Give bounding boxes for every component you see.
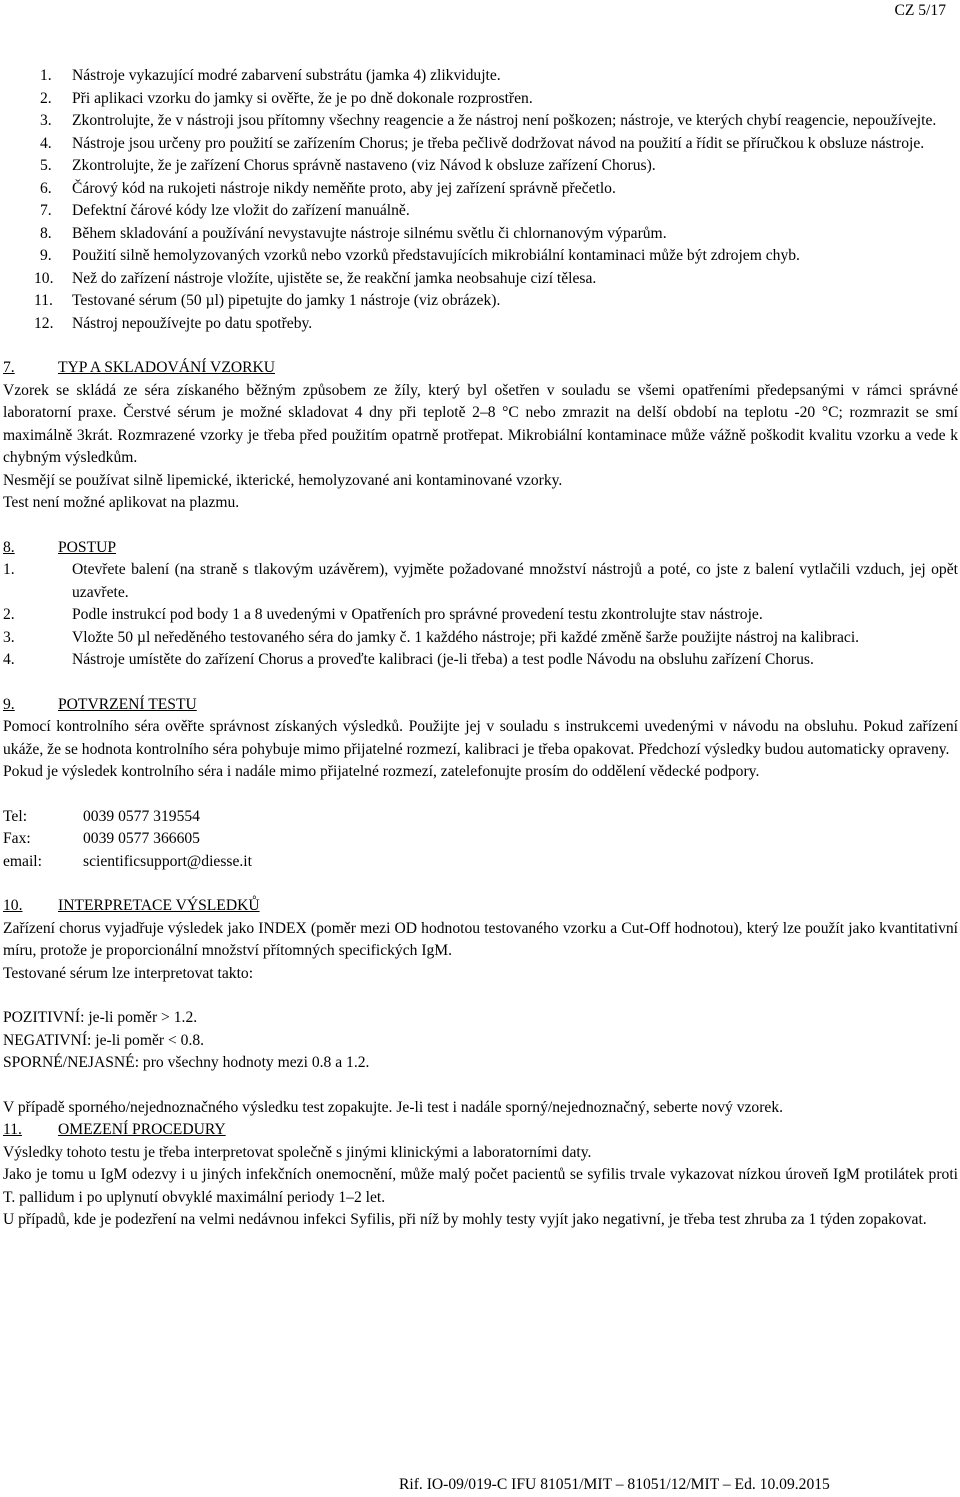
paragraph: Nesmějí se používat silně lipemické, ikterické, hemolyzované ani kontaminované vzorky.: [3, 471, 563, 489]
item-text: Než do zařízení nástroje vložíte, ujistěte se, že reakční jamka neobsahuje cizí tělesa.: [72, 269, 597, 287]
paragraph: Jako je tomu u IgM odezvy i u jiných infekčních onemocnění, může malý počet pacientů se syfilis trvale vykazovat nízkou úroveň IgM protilátek proti T. pallidum i po uplynutí obvyklé maximální periody 1–2 let.: [3, 1166, 958, 1206]
item-number: 1.: [3, 561, 15, 578]
section-procedure: [3, 537, 958, 672]
item-number: 1.: [40, 67, 52, 84]
item-number: 9.: [40, 247, 52, 264]
email-value: scientificsupport@diesse.it: [83, 852, 252, 870]
list-item: [3, 88, 958, 111]
item-text: Čárový kód na rukojeti nástroje nikdy neměňte proto, aby jej zařízení správně přečetlo.: [72, 179, 616, 197]
paragraph: Pokud je výsledek kontrolního séra i nadále mimo přijatelné rozmezí, zatelefonujte prosím do oddělení vědecké podpory.: [3, 763, 760, 780]
section-number: 8.: [3, 538, 15, 556]
item-number: 3.: [40, 112, 52, 129]
procedure-steps: [3, 559, 958, 672]
paragraph: Test není možné aplikovat na plazmu.: [3, 494, 240, 511]
precautions-list: [3, 65, 958, 335]
list-item: [3, 245, 958, 268]
item-number: 12.: [34, 314, 54, 332]
list-item: [3, 65, 958, 88]
paragraph: Vzorek se skládá ze séra získaného běžným způsobem ze žíly, který byl ošetřen v souladu se všemi opatřeními předepsanými v rámci správné laboratorní praxe. Čerstvé sérum je možné skladovat 4 dny při teplotě 2–8 °C nebo zmrazit na delší období na teplotu -20 °C; rozmrazit se smí maximálně 3krát. Rozmrazené vzorky je třeba před použitím opatrně protřepat. Mikrobiální kontaminace může vážně poškodit kvalitu vzorku a vede k chybným výsledkům.: [3, 381, 958, 466]
paragraph: V případě sporného/nejednoznačného výsledku test zopakujte. Je-li test i nadále sporný/nejednoznačný, seberte nový vzorek.: [3, 1098, 784, 1116]
paragraph: Testované sérum lze interpretovat takto:: [3, 964, 254, 982]
item-number: 11.: [34, 292, 53, 309]
item-text: Testované sérum (50 µl) pipetujte do jamky 1 nástroje (viz obrázek).: [72, 292, 501, 309]
list-item: [3, 313, 958, 336]
item-text: Použití silně hemolyzovaných vzorků nebo vzorků představujících mikrobiální kontaminaci může být zdrojem chyb.: [72, 247, 800, 264]
footer-reference: Rif. IO-09/019-C IFU 81051/MIT – 81051/12/MIT – Ed. 10.09.2015: [399, 1476, 830, 1493]
tel-label: Tel:: [3, 807, 28, 825]
item-text: Zkontrolujte, že v nástroji jsou přítomny všechny reagencie a že nástroj není poškozen; nástroje, ve kterých chybí reagencie, nepoužívejte.: [72, 112, 937, 129]
paragraph: Zařízení chorus vyjadřuje výsledek jako INDEX (poměr mezi OD hodnotou testovaného vzorku a Cut-Off hodnotou), který lze použít jako kvantitativní míru, protože je proporcionální množství přítomných specifických IgM.: [3, 919, 958, 959]
section-heading: [3, 1119, 958, 1142]
item-number: 10.: [34, 269, 54, 287]
section-title: TYP A SKLADOVÁNÍ VZORKU: [58, 359, 276, 376]
page-number: CZ 5/17: [894, 2, 946, 19]
result-positive: POZITIVNÍ: je-li poměr > 1.2.: [3, 1009, 198, 1026]
item-text: Podle instrukcí pod body 1 a 8 uvedenými v Opatřeních pro správné provedení testu zkontrolujte stav nástroje.: [72, 606, 763, 623]
item-text: Vložte 50 µl neředěného testovaného séra do jamky č. 1 každého nástroje; při každé změně šarže použijte nástroj na kalibraci.: [72, 628, 860, 646]
item-text: Defektní čárové kódy lze vložit do zařízení manuálně.: [72, 202, 410, 219]
fax-label: Fax:: [3, 830, 31, 847]
paragraph: U případů, kde je podezření na velmi nedávnou infekci Syfilis, při níž by mohly testy vyjít jako negativní, je třeba test zhruba za 1 týden zopakovat.: [3, 1211, 927, 1228]
item-number: 8.: [40, 224, 52, 242]
section-interpretation: [3, 895, 958, 1119]
section-title: POTVRZENÍ TESTU: [58, 695, 197, 713]
document-body: [3, 65, 958, 1232]
paragraph: Výsledky tohoto testu je třeba interpretovat společně s jinými klinickými a laboratorními daty.: [3, 1143, 592, 1161]
contact-block: [3, 806, 958, 874]
section-title: POSTUP: [58, 538, 117, 556]
item-text: Otevřete balení (na straně s tlakovým uzávěrem), vyjměte požadované množství nástrojů a poté, co jste z balení vytlačili vzduch, jej opět uzavřete.: [72, 561, 958, 601]
list-item: [3, 649, 958, 672]
item-number: 5.: [40, 157, 52, 174]
result-equivocal: SPORNÉ/NEJASNÉ: pro všechny hodnoty mezi 0.8 a 1.2.: [3, 1054, 370, 1071]
item-number: 6.: [40, 179, 52, 197]
item-number: 7.: [40, 202, 52, 219]
item-text: Při aplikaci vzorku do jamky si ověřte, že je po dně dokonale rozprostřen.: [72, 89, 533, 107]
paragraph: Pomocí kontrolního séra ověřte správnost získaných výsledků. Použijte jej v souladu s instrukcemi uvedenými v návodu na obsluhu. Pokud zařízení ukáže, že se hodnota kontrolního séra pohybuje mimo přijatelné rozmezí, kalibraci je třeba opakovat. Předchozí výsledky budou automaticky opraveny.: [3, 718, 958, 758]
list-item: [3, 223, 958, 246]
section-title: OMEZENÍ PROCEDURY: [58, 1121, 226, 1138]
item-number: 3.: [3, 628, 15, 646]
item-number: 2.: [3, 606, 15, 623]
item-number: 4.: [40, 134, 52, 152]
list-item: [3, 559, 958, 604]
item-number: 2.: [40, 89, 52, 107]
contact-row-email: [3, 851, 958, 874]
item-text: Nástroj nepoužívejte po datu spotřeby.: [72, 314, 313, 332]
list-item: [3, 155, 958, 178]
section-sample-storage: [3, 357, 958, 515]
section-number: 9.: [3, 695, 15, 713]
list-item: [3, 200, 958, 223]
section-title: INTERPRETACE VÝSLEDKŮ: [58, 897, 260, 914]
section-limitations: [3, 1119, 958, 1232]
section-number: 10.: [3, 897, 23, 914]
list-item: [3, 290, 958, 313]
contact-row-fax: [3, 828, 958, 851]
item-text: Zkontrolujte, že je zařízení Chorus správně nastaveno (viz Návod k obsluze zařízení Chorus).: [72, 157, 656, 174]
fax-value: 0039 0577 366605: [83, 830, 200, 847]
email-label: email:: [3, 852, 42, 870]
item-text: Nástroje vykazující modré zabarvení substrátu (jamka 4) zlikvidujte.: [72, 67, 501, 84]
list-item: [3, 627, 958, 650]
result-negative: NEGATIVNÍ: je-li poměr < 0.8.: [3, 1031, 205, 1049]
section-heading: [3, 357, 958, 380]
item-text: Nástroje jsou určeny pro použití se zařízením Chorus; je třeba pečlivě dodržovat návod na použití a řídit se příručkou k obsluze nástroje.: [72, 134, 925, 152]
section-test-confirmation: [3, 694, 958, 784]
contact-row-tel: [3, 806, 958, 829]
list-item: [3, 110, 958, 133]
item-text: Během skladování a používání nevystavujte nástroje silnému světlu či chlornanovým výparům.: [72, 224, 667, 242]
section-heading: [3, 537, 958, 560]
section-number: 11.: [3, 1121, 22, 1138]
item-number: 4.: [3, 651, 15, 668]
section-heading: [3, 694, 958, 717]
list-item: [3, 604, 958, 627]
list-item: [3, 178, 958, 201]
list-item: [3, 133, 958, 156]
section-number: 7.: [3, 359, 15, 376]
item-text: Nástroje umístěte do zařízení Chorus a proveďte kalibraci (je-li třeba) a test podle Návodu na obsluhu zařízení Chorus.: [72, 651, 814, 668]
section-heading: [3, 895, 958, 918]
list-item: [3, 268, 958, 291]
tel-value: 0039 0577 319554: [83, 807, 200, 825]
